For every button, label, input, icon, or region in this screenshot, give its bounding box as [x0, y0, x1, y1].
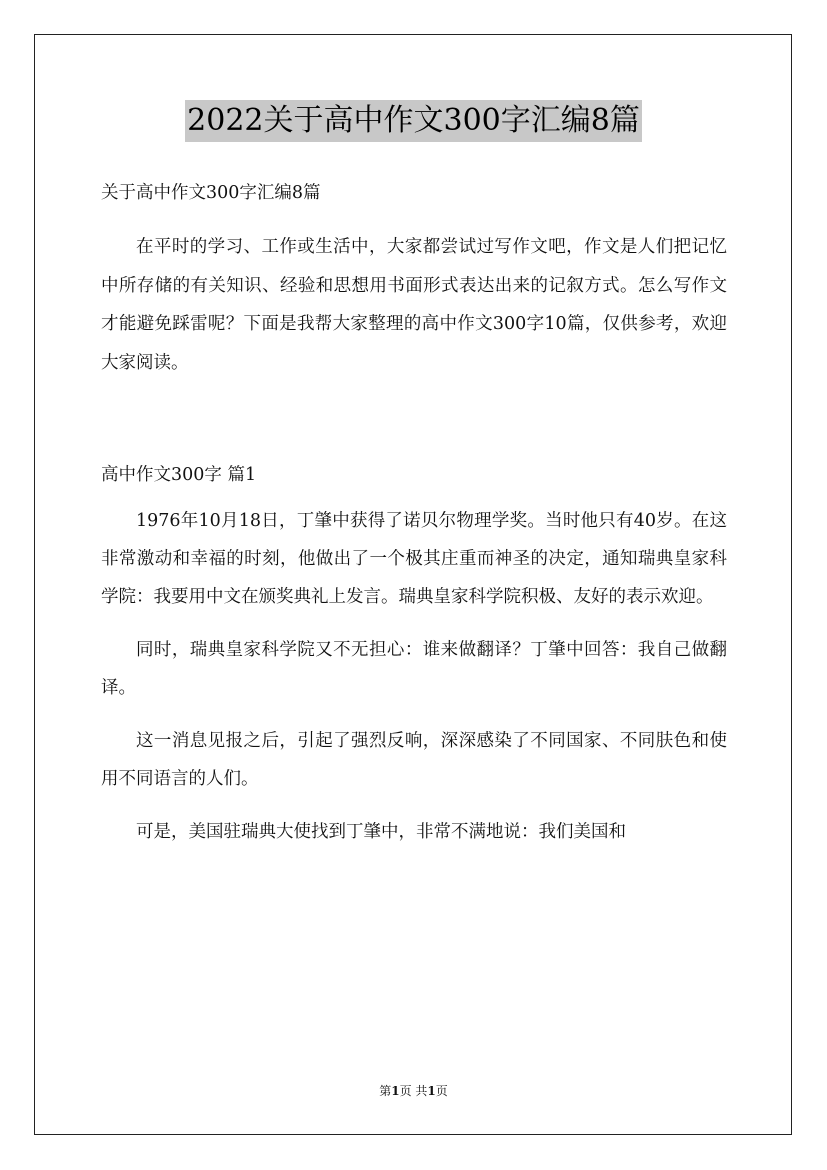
- section-paragraph-2: 同时，瑞典皇家科学院又不无担心：谁来做翻译？丁肇中回答：我自己做翻译。: [101, 640, 727, 698]
- page-footer: [0, 1082, 827, 1099]
- footer-mid: 页 共: [399, 1084, 428, 1098]
- section-paragraph-4: 可是，美国驻瑞典大使找到丁肇中，非常不满地说：我们美国和: [136, 822, 626, 842]
- section-heading: 高中作文300字 篇1: [101, 465, 257, 485]
- section-paragraph-3: 这一消息见报之后，引起了强烈反响，深深感染了不同国家、不同肤色和使用不同语言的人们。: [101, 731, 727, 789]
- section-paragraph-1: 1976年10月18日，丁肇中获得了诺贝尔物理学奖。当时他只有40岁。在这非常激动和幸福的时刻，他做出了一个极其庄重而神圣的决定，通知瑞典皇家科学院：我要用中文在颁奖典礼上发言。瑞典皇家科学院积极、友好的表示欢迎。: [101, 511, 727, 607]
- footer-prefix: 第: [379, 1084, 392, 1098]
- document-title: 2022关于高中作文300字汇编8篇: [185, 100, 642, 142]
- document-subtitle: 关于高中作文300字汇编8篇: [101, 183, 321, 203]
- title-container: [0, 100, 827, 142]
- footer-current-page: 1: [391, 1084, 400, 1098]
- document-body: [101, 176, 727, 851]
- intro-paragraph: 在平时的学习、工作或生活中，大家都尝试过写作文吧，作文是人们把记忆中所存储的有关知识、经验和思想用书面形式表达出来的记叙方式。怎么写作文才能避免踩雷呢？下面是我帮大家整理的高中作文300字10篇，仅供参考，欢迎大家阅读。: [101, 237, 727, 373]
- footer-total-pages: 1: [427, 1084, 436, 1098]
- footer-suffix: 页: [435, 1084, 448, 1098]
